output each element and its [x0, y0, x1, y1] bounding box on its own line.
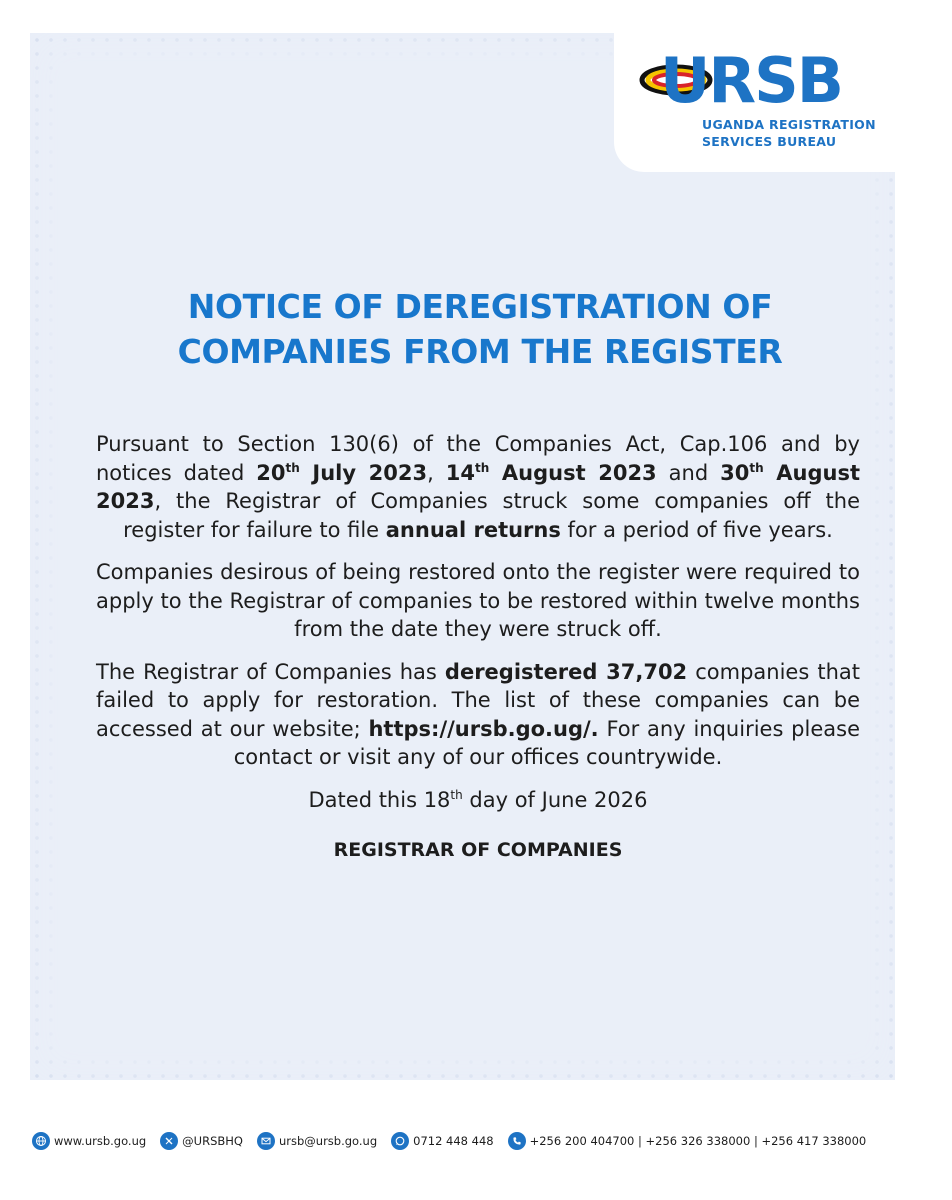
- p3-text-2: companies that failed to apply for restoration. The list of these companies can be accessed at our website;: [96, 659, 860, 741]
- p1-text-5: for a period of five years.: [560, 517, 833, 542]
- globe-icon: [32, 1132, 50, 1150]
- notice-title: [60, 284, 900, 374]
- logo-box: [614, 0, 896, 172]
- footer-whatsapp-text: 0712 448 448: [413, 1134, 494, 1148]
- date-july: 20th July 2023: [256, 460, 428, 485]
- whatsapp-icon: [391, 1132, 409, 1150]
- footer-email-text: ursb@ursb.go.ug: [278, 1134, 378, 1148]
- p1-text-4: , the Registrar of Companies struck some companies off the register for failure to file: [123, 489, 860, 542]
- notice-body: [96, 430, 860, 865]
- p1-text-3: and: [656, 460, 721, 485]
- annual-returns: annual returns: [385, 517, 561, 542]
- p1-text-1: Pursuant to Section 130(6) of the Companies Act, Cap.106 and by notices dated: [96, 432, 860, 485]
- p3-text-3: For any inquiries please contact or visit any of our offices countrywide.: [233, 716, 860, 769]
- footer-website[interactable]: [32, 1132, 146, 1150]
- contact-footer: [32, 1128, 932, 1154]
- logo-tagline-line1: UGANDA REGISTRATION: [702, 117, 876, 132]
- date-august-14: 14th August 2023: [445, 460, 657, 485]
- date-august-30: 30th August 2023: [96, 460, 860, 513]
- footer-twitter[interactable]: [160, 1132, 243, 1150]
- signoff: REGISTRAR OF COMPANIES: [333, 839, 623, 861]
- logo-tagline: [702, 116, 876, 150]
- footer-whatsapp[interactable]: [391, 1132, 493, 1150]
- x-icon: [160, 1132, 178, 1150]
- ursb-logo: [632, 38, 872, 118]
- logo-wordmark: URSB: [660, 44, 842, 117]
- paragraph-deregistered: [96, 658, 860, 772]
- footer-phones[interactable]: [508, 1132, 867, 1150]
- p1-text-2: ,: [427, 460, 446, 485]
- mail-icon: [257, 1132, 275, 1150]
- p3-text-1: The Registrar of Companies has: [96, 659, 445, 684]
- title-line1: NOTICE OF DEREGISTRATION OF: [187, 287, 773, 326]
- paragraph-restoration: Companies desirous of being restored onto the register were required to apply to the Registrar of companies to be restored within twelve months from the date they were struck off.: [96, 560, 860, 641]
- footer-website-text: www.ursb.go.ug: [54, 1134, 147, 1148]
- title-line2: COMPANIES FROM THE REGISTER: [177, 332, 783, 371]
- footer-phones-text: +256 200 404700 | +256 326 338000 | +256 417 338000: [529, 1134, 867, 1148]
- paragraph-struck-off: [96, 430, 860, 544]
- dated-line: Dated this 18th day of June 2026: [308, 787, 648, 812]
- footer-twitter-text: @URSBHQ: [182, 1134, 243, 1148]
- phone-icon: [508, 1132, 526, 1150]
- deregistered-count: deregistered 37,702: [444, 659, 688, 684]
- logo-tagline-line2: SERVICES BUREAU: [702, 134, 837, 149]
- footer-email[interactable]: [257, 1132, 377, 1150]
- website-link[interactable]: https://ursb.go.ug/.: [368, 716, 599, 741]
